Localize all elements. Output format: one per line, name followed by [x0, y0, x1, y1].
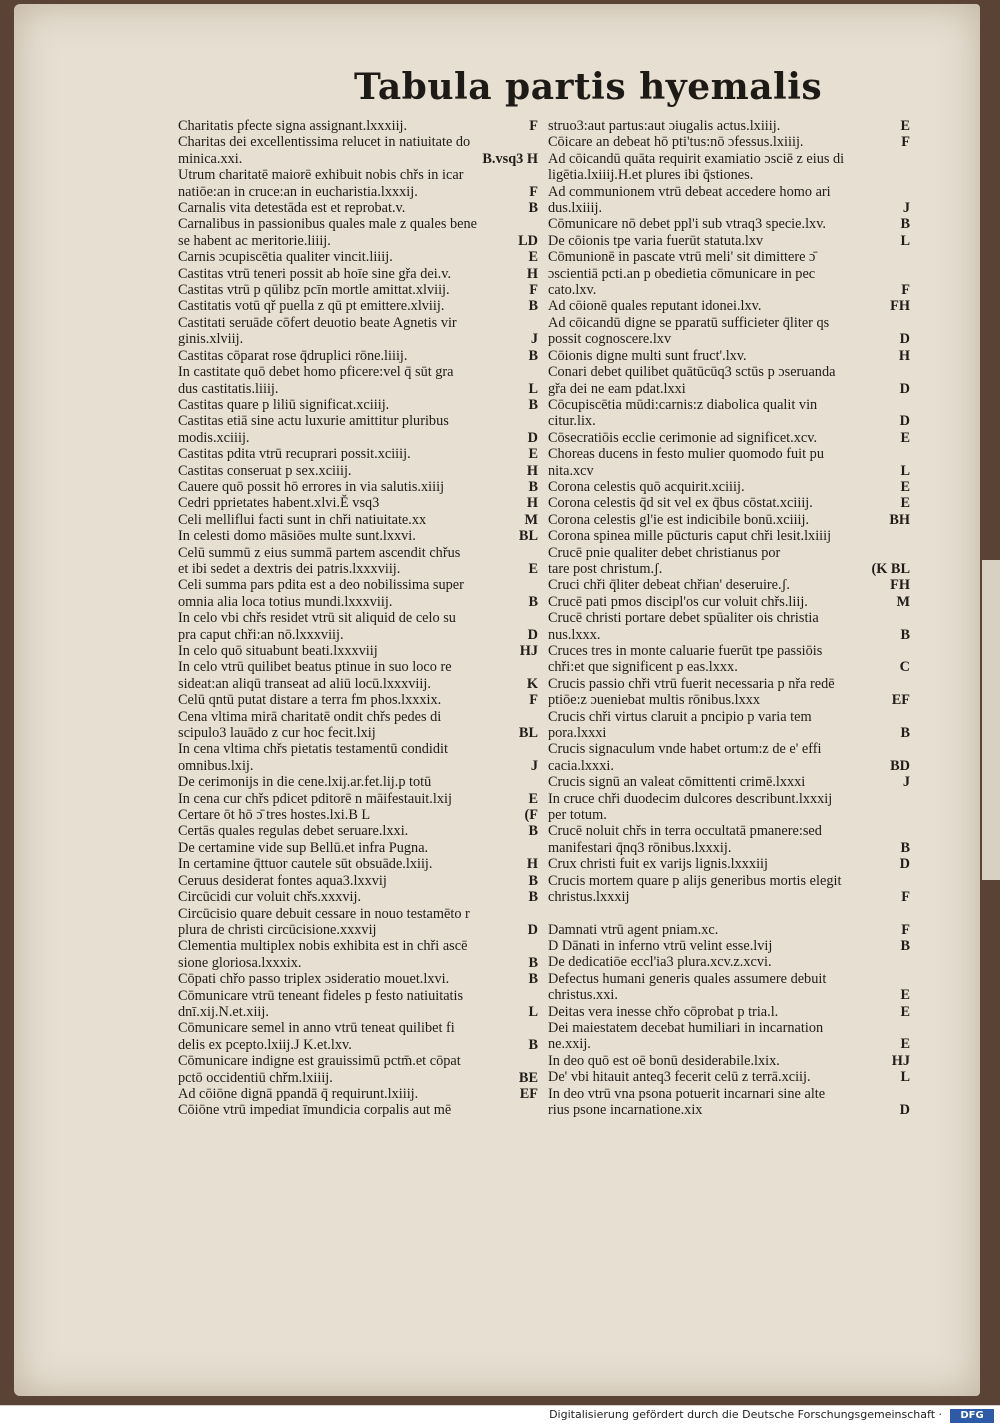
index-entry-marker: E	[900, 495, 910, 512]
index-column-right	[548, 118, 910, 1118]
index-entry-marker: D	[527, 429, 538, 446]
index-entry-marker: BL	[518, 528, 538, 545]
index-entry-marker: L	[528, 1003, 538, 1020]
index-entry-text: Cedri pprietates habent.xlvi.Ĕ vsq3	[178, 495, 380, 512]
index-entry-text: Cruces tres in monte caluarie fuerūt tpe passiōis chři:et que significent p eas.lxxx.	[548, 643, 823, 676]
index-entry	[548, 348, 910, 364]
index-entry-marker: F	[901, 282, 910, 299]
index-entry-marker: HJ	[891, 1052, 910, 1069]
index-entry-text: De cōionis tpe varia fuerūt statuta.lxv	[548, 232, 764, 249]
index-entry-marker: B	[900, 937, 910, 954]
index-entry-marker: E	[900, 1003, 910, 1020]
index-entry	[548, 922, 910, 938]
index-entry-marker: BL	[518, 725, 538, 742]
index-entry-marker: E	[900, 429, 910, 446]
index-entry-text: In castitate quō debet homo pficere:vel q̄ sūt gra dus castitatis.liiij.	[178, 364, 454, 397]
index-entry-marker: HJ	[519, 643, 538, 659]
index-entry-text: Cōpati chřo passo triplex ɔsideratio mouet.lxvi.	[178, 971, 450, 988]
index-entry	[178, 856, 538, 872]
index-entry	[548, 873, 910, 906]
index-entry-text: Cōmunionē in pascate vtrū meli' sit dimittere ɔ̄ ɔscientiā pcti.an p obedietia cōmunicare in pec cato.lxv.	[548, 249, 816, 299]
index-entry	[178, 118, 538, 134]
index-entry	[548, 610, 910, 643]
index-entry-marker: F	[901, 889, 910, 906]
index-entry-marker: B	[528, 347, 538, 364]
index-entry-marker: D	[899, 856, 910, 873]
index-entry-marker: E	[900, 1036, 910, 1053]
index-entry-marker: J	[902, 200, 910, 217]
index-entry	[548, 430, 910, 446]
index-entry-text: Cruci chři q̄liter debeat chřian' deseruire.ʃ.	[548, 577, 790, 594]
index-entry-text: Crucē pati pmos discipl'os cur voluit chřs.liij.	[548, 593, 808, 610]
index-entry-marker: B	[528, 593, 538, 610]
index-entry-text: Celi melliflui facti sunt in chři natiuitate.xx	[178, 511, 427, 528]
index-entry	[548, 545, 910, 578]
index-entry	[178, 774, 538, 790]
index-entry	[178, 512, 538, 528]
index-entry-marker: B	[900, 725, 910, 742]
index-entry	[178, 889, 538, 905]
index-entry-marker: E	[528, 560, 538, 577]
index-entry	[178, 528, 538, 544]
index-entry	[548, 364, 910, 397]
index-entry-text: Clementia multiplex nobis exhibita est in chři ascē sione gloriosa.lxxxix.	[178, 938, 468, 971]
index-entry-text: Certās quales regulas debet seruare.lxxi.	[178, 823, 409, 840]
index-entry-text: Ad cōicandū digne se pparatū sufficieter q̄liter qs possit cognoscere.lxv	[548, 314, 830, 348]
footer-credit: Digitalisierung gefördert durch die Deutsche Forschungsgemeinschaft ·	[549, 1408, 942, 1421]
index-entry	[178, 807, 538, 823]
index-entry-marker: B	[528, 478, 538, 495]
index-entry-text: Cōionis digne multi sunt fruct'.lxv.	[548, 347, 747, 364]
index-entry-marker: F	[529, 118, 538, 134]
index-entry-marker: B	[528, 200, 538, 217]
index-entry-text: Cōmunicare vtrū teneant fideles p festo natiuitatis dnī.xij.N.et.xiij.	[178, 987, 464, 1020]
index-entry	[178, 610, 538, 643]
index-entry-marker: FH	[890, 298, 910, 315]
index-entry	[178, 971, 538, 987]
index-entry	[178, 134, 538, 167]
index-entry	[548, 577, 910, 593]
index-entry	[178, 938, 538, 971]
index-entry-marker: J	[902, 774, 910, 791]
index-entry-marker: F	[529, 183, 538, 200]
index-entry-text: Circūcisio quare debuit cessare in nouo testamēto r plura de christi circūcisione.xxxvij	[178, 905, 470, 938]
index-entry	[548, 709, 910, 742]
index-entry	[548, 676, 910, 709]
index-entry-marker: H	[526, 856, 538, 873]
index-entry	[548, 954, 910, 970]
index-entry-marker: D	[899, 413, 910, 430]
index-entry	[548, 791, 910, 824]
index-entry-marker: B	[900, 216, 910, 233]
index-entry-marker: M	[896, 593, 910, 610]
facing-page-edge	[982, 560, 1000, 880]
index-entry-text: Castitas pdita vtrū recuprari possit.xciiij.	[178, 446, 411, 463]
index-entry	[178, 643, 538, 659]
index-entry-marker: B	[528, 872, 538, 889]
index-entry-text: In cena vltima chřs pietatis testamentū condidit omnibus.lxij.	[178, 741, 448, 774]
index-entry-marker: B	[528, 1036, 538, 1053]
index-entry	[548, 249, 910, 298]
index-entry	[548, 823, 910, 856]
index-entry-text: In certamine q̄ttuor cautele sūt obsuāde.lxiij.	[178, 856, 433, 873]
index-entry	[548, 643, 910, 676]
index-entry-text: Celū summū z eius summā partem ascendit chřus et ibi sedet a dextris dei patris.lxxxviij.	[178, 544, 461, 577]
index-entry-text: Cauere quō possit hō errores in via salutis.xiiij	[178, 478, 445, 495]
index-entry-marker: E	[900, 478, 910, 495]
index-entry-marker: B.vsq3 H	[482, 150, 538, 167]
index-entry	[548, 774, 910, 790]
index-entry-text: Carnalibus in passionibus quales male z quales bene se habent ac meritorie.liiij.	[178, 216, 477, 249]
index-entry-text: De cerimonijs in die cene.lxij.ar.fet.lij.p totū	[178, 774, 432, 791]
index-entry-text: Crucis chři virtus claruit a pncipio p varia tem pora.lxxxi	[548, 708, 812, 742]
index-entry	[178, 266, 538, 282]
index-entry-marker: BH	[889, 511, 910, 528]
index-entry	[178, 364, 538, 397]
index-entry	[548, 298, 910, 314]
index-entry	[178, 348, 538, 364]
index-entry-text: Charitatis pfecte signa assignant.lxxxiij.	[178, 118, 408, 134]
index-entry-marker: B	[528, 954, 538, 971]
index-entry-text: Conari debet quilibet quātūcūq3 sctūs p ɔseruanda gřa dei ne eam pdat.lxxi	[548, 364, 836, 397]
index-entry-text: Crucē noluit chřs in terra occultatā pmanere:sed manifestari q̄nq3 rōnibus.lxxxij.	[548, 823, 822, 856]
index-entry-text: Castitas cōparat rose q̄druplici rōne.liiij.	[178, 347, 408, 364]
index-entry	[178, 791, 538, 807]
index-entry-marker: D	[527, 921, 538, 938]
index-entry	[178, 282, 538, 298]
index-entry-text: In cena cur chřs pdicet pditorē n māifestauit.lxij	[178, 790, 452, 807]
index-entry	[178, 577, 538, 610]
index-entry	[178, 249, 538, 265]
index-entry-text: In celo vbi chřs residet vtrū sit aliquid de celo su pra caput chři:an nō.lxxxviij.	[178, 610, 456, 643]
index-entry-text: Cōicare an debeat hō pti'tus:nō ɔfessus.lxiiij.	[548, 134, 804, 151]
index-entry-marker: EF	[891, 692, 910, 709]
index-entry-marker: BE	[518, 1069, 538, 1086]
index-entry-marker: B	[528, 298, 538, 315]
index-entry-marker: D	[899, 1101, 910, 1118]
index-entry-text: Crucē pnie qualiter debet christianus por tare post christum.ʃ.	[548, 544, 781, 577]
index-entry	[548, 856, 910, 872]
index-entry	[178, 692, 538, 708]
index-entry-marker: B	[900, 839, 910, 856]
index-entry-marker: D	[899, 380, 910, 397]
index-entry-marker: B	[528, 823, 538, 840]
index-entry	[548, 216, 910, 232]
index-entry-text: Crucis signaculum vnde habet ortum:z de e' effi cacia.lxxxi.	[548, 741, 822, 774]
index-entry	[178, 446, 538, 462]
index-entry-text: Celū qntū putat distare a terra fm phos.lxxxix.	[178, 692, 442, 709]
index-entry-text: De' vbi hitauit anteq3 fecerit celū z terrā.xciij.	[548, 1069, 811, 1086]
index-entry-text: Carnis ɔcupiscētia qualiter vincit.liiij.	[178, 249, 393, 266]
index-entry-marker: L	[900, 232, 910, 249]
index-entry-text: Castitas etiā sine actu luxurie amittitur pluribus modis.xciiij.	[178, 413, 449, 446]
index-entry-marker: F	[529, 692, 538, 709]
index-entry-text: Crucē christi portare debet spūaliter ois christia nus.lxxx.	[548, 610, 819, 643]
index-entry-text: Ad cōicandū quāta requirit examiatio ɔsciē z eius di ligētia.lxiiij.H.et plures ibi q̄stiones.	[548, 150, 845, 184]
index-entry-marker: D	[527, 626, 538, 643]
index-entry	[548, 528, 910, 544]
index-entry	[178, 463, 538, 479]
index-entry	[178, 479, 538, 495]
index-entry-text: Cena vltima mirā charitatē ondit chřs pedes di scipulo3 lauādo z cur hoc fecit.lxij	[178, 708, 442, 742]
index-entry-marker: B	[528, 889, 538, 906]
index-entry-marker: (K BL	[871, 560, 910, 577]
index-entry-text: In celo vtrū quilibet beatus ptinue in suo loco re sideat:an aliqū transeat ad aliū locū.lxxxviij.	[178, 659, 452, 692]
index-entry-text: Cōsecratiōis ecclie cerimonie ad significet.xcv.	[548, 429, 818, 446]
section-gap	[548, 906, 910, 922]
index-entry	[548, 184, 910, 217]
index-entry	[548, 1086, 910, 1119]
index-entry	[548, 1020, 910, 1053]
index-entry-text: Cōcupiscētia mūdi:carnis:z diabolica qualit vin citur.lix.	[548, 396, 818, 430]
index-entry-marker: L	[900, 462, 910, 479]
index-entry-text: D Dānati in inferno vtrū velint esse.lvij	[548, 937, 773, 954]
index-entry-text: De dedicatiōe eccl'ia3 plura.xcv.z.xcvi.	[548, 954, 772, 971]
index-entry-marker: K	[526, 675, 538, 692]
index-entry-marker: B	[900, 626, 910, 643]
index-entry-text: Carnalis vita detestāda est et reprobat.v.	[178, 200, 406, 217]
index-entry-text: Castitas vtrū teneri possit ab hoīe sine gřa dei.v.	[178, 265, 452, 282]
index-entry-text: Corona celestis quō acquirit.xciiij.	[548, 478, 745, 495]
index-entry-marker: BD	[890, 757, 910, 774]
index-entry-marker: LD	[518, 232, 538, 249]
index-entry-text: Damnati vtrū agent pniam.xc.	[548, 921, 719, 938]
index-entry-text: Corona celestis gl'ie est indicibile bonū.xciiij.	[548, 511, 810, 528]
index-entry-text: Deitas vera inesse chřo cōprobat p tria.l.	[548, 1003, 779, 1020]
index-entry-marker: L	[900, 1069, 910, 1086]
index-entry	[548, 971, 910, 1004]
index-entry-text: Defectus humani generis quales assumere debuit christus.xxi.	[548, 970, 827, 1004]
index-entry-marker: E	[528, 249, 538, 266]
index-entry	[178, 873, 538, 889]
index-entry	[178, 1102, 538, 1118]
index-entry-text: Cōmunicare indigne est grauissimū pctm̄.et cōpat pctō occidentiū chřm.lxiiij.	[178, 1053, 461, 1086]
page-title: Tabula partis hyemalis	[354, 66, 823, 108]
index-entry-marker: E	[528, 446, 538, 463]
index-entry-marker: J	[530, 757, 538, 774]
index-entry-text: Cōiōne vtrū impediat īmundicia corpalis aut mē	[178, 1102, 452, 1119]
index-entry-marker: (F	[524, 807, 538, 824]
index-entry-marker: EF	[519, 1085, 538, 1102]
index-entry	[548, 741, 910, 774]
index-entry-text: Utrum charitatē maiorē exhibuit nobis chřs in icar natiōe:an in cruce:an in eucharistia.lxxxij.	[178, 167, 464, 200]
index-entry	[178, 397, 538, 413]
index-entry-marker: E	[900, 118, 910, 134]
index-entry-text: In celesti domo māsiōes multe sunt.lxxvi.	[178, 528, 416, 545]
index-entry-text: Celi summa pars pdita est a deo nobilissima super omnia alia loca totius mundi.lxxxviij.	[178, 577, 464, 610]
index-entry-text: Circūcidi cur voluit chřs.xxxvij.	[178, 889, 362, 906]
index-entry-text: Ad communionem vtrū debeat accedere homo ari dus.lxiiij.	[548, 183, 831, 217]
index-entry-marker: M	[524, 511, 538, 528]
index-entry	[178, 988, 538, 1021]
index-entry-text: In deo quō est oē bonū desiderabile.lxix.	[548, 1052, 780, 1069]
index-entry-text: In celo quō situabunt beati.lxxxviij	[178, 643, 378, 659]
index-entry-text: In deo vtrū vna psona potuerit incarnari sine alte rius psone incarnatione.xix	[548, 1085, 826, 1118]
index-entry	[178, 298, 538, 314]
index-entry	[178, 413, 538, 446]
index-entry-marker: F	[529, 282, 538, 299]
index-entry	[548, 151, 910, 184]
index-entry-marker: D	[899, 331, 910, 348]
index-entry	[548, 938, 910, 954]
index-entry-marker: H	[526, 462, 538, 479]
index-entry-marker: B	[528, 971, 538, 988]
index-entry-text: Castitas conseruat p sex.xciiij.	[178, 462, 352, 479]
index-entry	[548, 1053, 910, 1069]
index-entry	[548, 233, 910, 249]
index-entry	[178, 216, 538, 249]
index-entry	[548, 479, 910, 495]
index-entry	[178, 906, 538, 939]
index-entry-text: struo3:aut partus:aut ɔiugalis actus.lxiiij.	[548, 118, 781, 134]
index-entry	[548, 118, 910, 134]
index-entry-text: Dei maiestatem decebat humiliari in incarnation ne.xxij.	[548, 1019, 824, 1053]
index-entry-text: De certamine vide sup Bellū.et infra Pugna.	[178, 839, 429, 856]
index-entry	[548, 594, 910, 610]
index-entry-marker: H	[526, 265, 538, 282]
index-entry-text: Castitati seruāde cōfert deuotio beate Agnetis vir ginis.xlviij.	[178, 314, 457, 348]
index-entry-marker: H	[526, 495, 538, 512]
index-entry	[178, 709, 538, 742]
index-entry	[178, 741, 538, 774]
index-entry	[548, 495, 910, 511]
index-entry	[548, 512, 910, 528]
index-entry-text: Certare ōt hō ɔ̄ tres hostes.lxi.B L	[178, 807, 371, 824]
index-entry	[178, 1053, 538, 1086]
index-entry-marker: L	[528, 380, 538, 397]
index-entry	[548, 446, 910, 479]
index-entry-text: Crux christi fuit ex varijs lignis.lxxxiij	[548, 856, 768, 873]
index-entry-marker: F	[901, 134, 910, 151]
index-entry-marker: E	[900, 987, 910, 1004]
index-entry-marker: FH	[890, 577, 910, 594]
index-entry	[178, 545, 538, 578]
index-entry-text: Castitatis votū qř puella z qū pt emittere.xlviij.	[178, 298, 445, 315]
index-entry	[178, 315, 538, 348]
index-entry	[178, 200, 538, 216]
index-entry	[548, 1004, 910, 1020]
index-entry-text: Cōmunicare nō debet ppl'i sub vtraq3 specie.lxv.	[548, 216, 826, 233]
index-entry-text: Choreas ducens in festo mulier quomodo fuit pu nita.xcv	[548, 446, 824, 479]
dfg-logo-icon: DFG	[950, 1409, 994, 1423]
index-entry-text: Cōmunicare semel in anno vtrū teneat quilibet fi delis ex pcepto.lxiij.J K.et.lxv.	[178, 1020, 455, 1053]
index-entry	[178, 495, 538, 511]
index-entry-marker: E	[528, 790, 538, 807]
index-entry	[178, 840, 538, 856]
index-entry	[548, 1069, 910, 1085]
index-entry	[548, 315, 910, 348]
index-entry-text: Ad cōionē quales reputant idonei.lxv.	[548, 298, 762, 315]
index-entry-text: Castitas vtrū p qūlibz pcīn mortle amittat.xlviij.	[178, 282, 450, 299]
footer-bar	[0, 1405, 1000, 1426]
index-entry-marker: B	[528, 396, 538, 413]
index-entry-marker: F	[901, 921, 910, 938]
index-entry	[178, 659, 538, 692]
index-entry	[178, 823, 538, 839]
index-entry-text: Corona spinea mille pūcturis caput chři lesit.lxiiij	[548, 528, 832, 545]
index-entry-text: In cruce chři duodecim dulcores describunt.lxxxij per totum.	[548, 790, 833, 824]
index-entry-text: Crucis mortem quare p alijs generibus mortis elegit christus.lxxxij	[548, 872, 842, 906]
index-entry	[548, 397, 910, 430]
index-column-left	[178, 118, 538, 1119]
index-entry-text: Castitas quare p liliū significat.xciiij.	[178, 396, 390, 413]
index-entry-marker: J	[530, 331, 538, 348]
index-entry-marker: H	[898, 347, 910, 364]
index-entry-marker: C	[899, 659, 910, 676]
index-entry-text: Ad cōiōne dignā ppandā q̄ requirunt.lxiiij.	[178, 1085, 419, 1102]
index-entry	[548, 134, 910, 150]
index-entry-text: Corona celestis q̄d sit vel ex q̄bus cōstat.xciiij.	[548, 495, 813, 512]
index-entry-text: Crucis passio chři vtrū fuerit necessaria p nřa redē ptiōe:z ɔueniebat multis rōnibus.lxxx	[548, 675, 835, 709]
index-entry-text: Charitas dei excellentissima relucet in natiuitate do minica.xxi.	[178, 134, 471, 167]
index-entry-text: Ceruus desiderat fontes aqua3.lxxvij	[178, 872, 387, 889]
index-entry-text: Crucis signū an valeat cōmittenti crimē.lxxxi	[548, 774, 806, 791]
index-entry	[178, 1086, 538, 1102]
index-entry	[178, 167, 538, 200]
index-entry	[178, 1020, 538, 1053]
